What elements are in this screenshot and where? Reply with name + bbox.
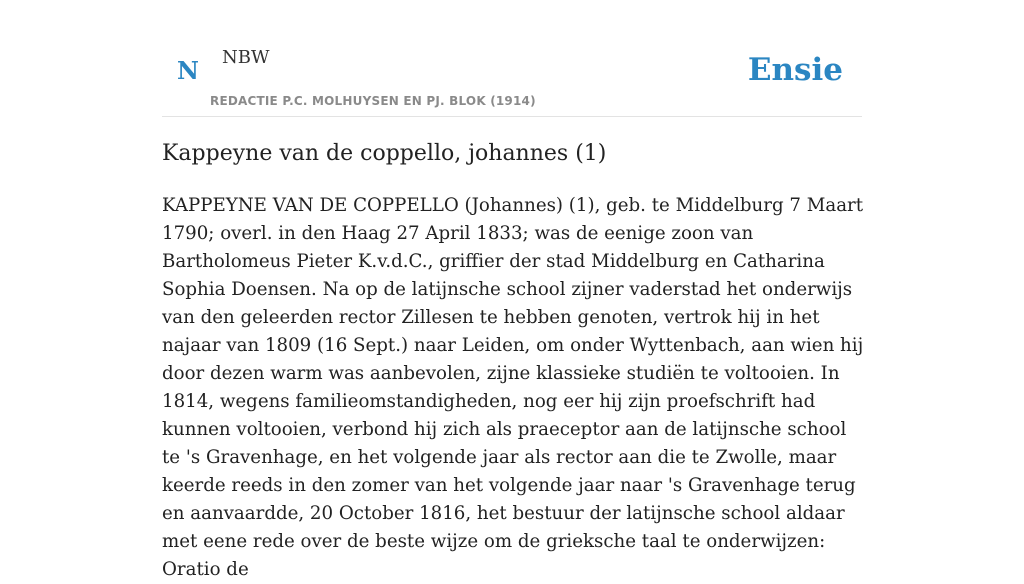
article-body: KAPPEYNE VAN DE COPPELLO (Johannes) (1), geb. te Middelburg 7 Maart 1790; overl. in den Haag 27 April 1833; was de eenige zoon van Bartholomeus Pieter K.v.d.C., griffier der stad Middelburg en Catharina Sophia Doensen. Na op de latijnsche school zijner vaderstad het onderwijs van den geleerden rector Zillesen te hebben genoten, vertrok hij in het najaar van 1809 (16 Sept.) naar Leiden, om onder Wyttenbach, aan wien hij door dezen warm was aanbevolen, zijne klassieke studiën te voltooien. In 1814, wegens familieomstandigheden, nog eer hij zijn proefschrift had kunnen voltooien, verbond hij zich als praeceptor aan de latijnsche school te 's Gravenhage, en het volgende jaar als rector aan die te Zwolle, maar keerde reeds in den zomer van het volgende jaar naar 's Gravenhage terug en aanvaardde, 20 October 1816, het bestuur der latijnsche school aldaar met eene rede over de beste wijze om de grieksche taal te onderwijzen: Oratio de <box>162 195 864 580</box>
brand-logo-link[interactable]: Ensie <box>747 52 843 88</box>
header <box>162 0 862 117</box>
article-title: Kappeyne van de coppello, johannes (1) <box>162 141 607 166</box>
source-subtitle: REDACTIE P.C. MOLHUYSEN EN PJ. BLOK (1914) <box>210 94 536 108</box>
source-logo-link[interactable]: N <box>177 56 199 85</box>
source-name: NBW <box>222 47 270 68</box>
